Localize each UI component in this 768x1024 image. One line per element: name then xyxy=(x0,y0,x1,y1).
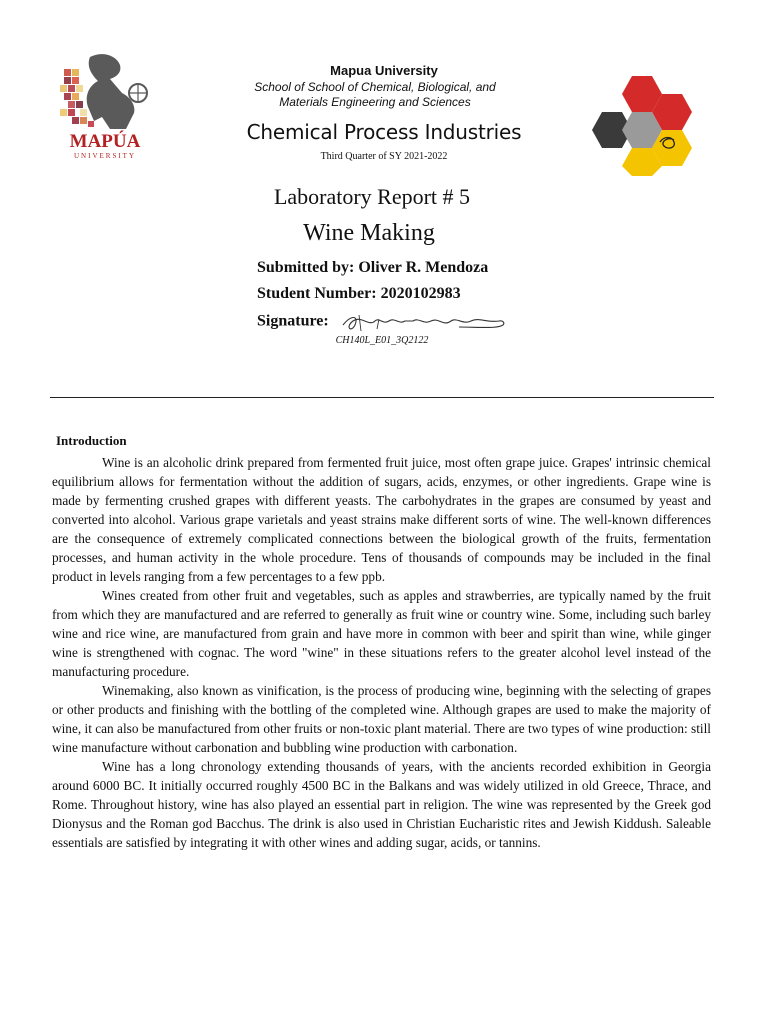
introduction-heading: Introduction xyxy=(56,433,127,448)
school-line-2: Materials Engineering and Sciences xyxy=(279,95,471,109)
submitted-by: Submitted by: Oliver R. Mendoza xyxy=(257,259,489,276)
report-title: Wine Making xyxy=(303,220,435,246)
term-label: Third Quarter of SY 2021-2022 xyxy=(320,151,448,162)
logo-wordmark: MAPÚA xyxy=(69,131,141,152)
logo-subtext: UNIVERSITY xyxy=(74,152,136,160)
student-number: Student Number: 2020102983 xyxy=(257,285,461,302)
introduction-body xyxy=(52,453,711,852)
paragraph: Wine is an alcoholic drink prepared from fermented fruit juice, most often grape juice. Grapes' intrinsic chemical equilibrium allows for fermentation without the addition of sugars, acids, enzymes, or other ingredients. Grape wine is made by fermenting crushed grapes with different yeasts. The carbohydrates in the grapes are consumed by yeast and converted into alcohol. Various grape varietals and yeast strains make different sorts of wine. The well-known differences are the consequence of extremely complicated connections between the biological growth of the fruits, fermentation processes, and human activity in the whole procedure. Tens of thousands of compounds may be included in the final product in levels ranging from a few percentages to a few ppb. xyxy=(52,455,711,584)
school-name xyxy=(220,80,530,110)
signature-label: Signature: xyxy=(257,312,329,330)
paragraph: Wines created from other fruit and vegetables, such as apples and strawberries, are typically named by the fruit from which they are manufactured and are referred to generally as fruit wine or country wine. Some, including such barley wine and rice wine, are manufactured from grain and have more in common with beer and spirit than wine, while ginger wine is strengthened with cognac. The word "wine" in these situations refers to the greater alcohol level instead of the manufacturing procedure. xyxy=(52,588,711,679)
handwritten-signature-icon xyxy=(339,311,509,333)
paragraph: Wine has a long chronology extending thousands of years, with the ancients recorded exhibition in Georgia around 6000 BC. It initially occurred roughly 4500 BC in the Balkans and was widely utilized in old Greece, Thrace, and Rome. Throughout history, wine has also played an essential part in religion. The wine was represented by the Greek god Dionysus and the Roman god Bacchus. The drink is also used in Christian Eucharistic rites and Jewish Kiddush. Saleable essentials are satisfied by integrating it with other wines and adding sugar, acids, or tannins. xyxy=(52,759,711,850)
university-name: Mapua University xyxy=(330,63,438,78)
signature-line xyxy=(257,311,509,333)
course-code: CH140L_E01_3Q2122 xyxy=(335,335,429,346)
header-divider xyxy=(50,397,714,398)
paragraph: Winemaking, also known as vinification, is the process of producing wine, beginning with the selecting of grapes or other products and finishing with the bottling of the completed wine. Although grapes are used to make the majority of wine, it can also be manufactured from other fruits or non-toxic plant material. There are two types of wine production: still wine manufacture without carbonation and bubbling wine production with carbonation. xyxy=(52,683,711,755)
course-title: Chemical Process Industries xyxy=(246,120,522,144)
school-line-1: School of School of Chemical, Biological, and xyxy=(254,80,496,94)
report-number: Laboratory Report # 5 xyxy=(273,184,471,209)
